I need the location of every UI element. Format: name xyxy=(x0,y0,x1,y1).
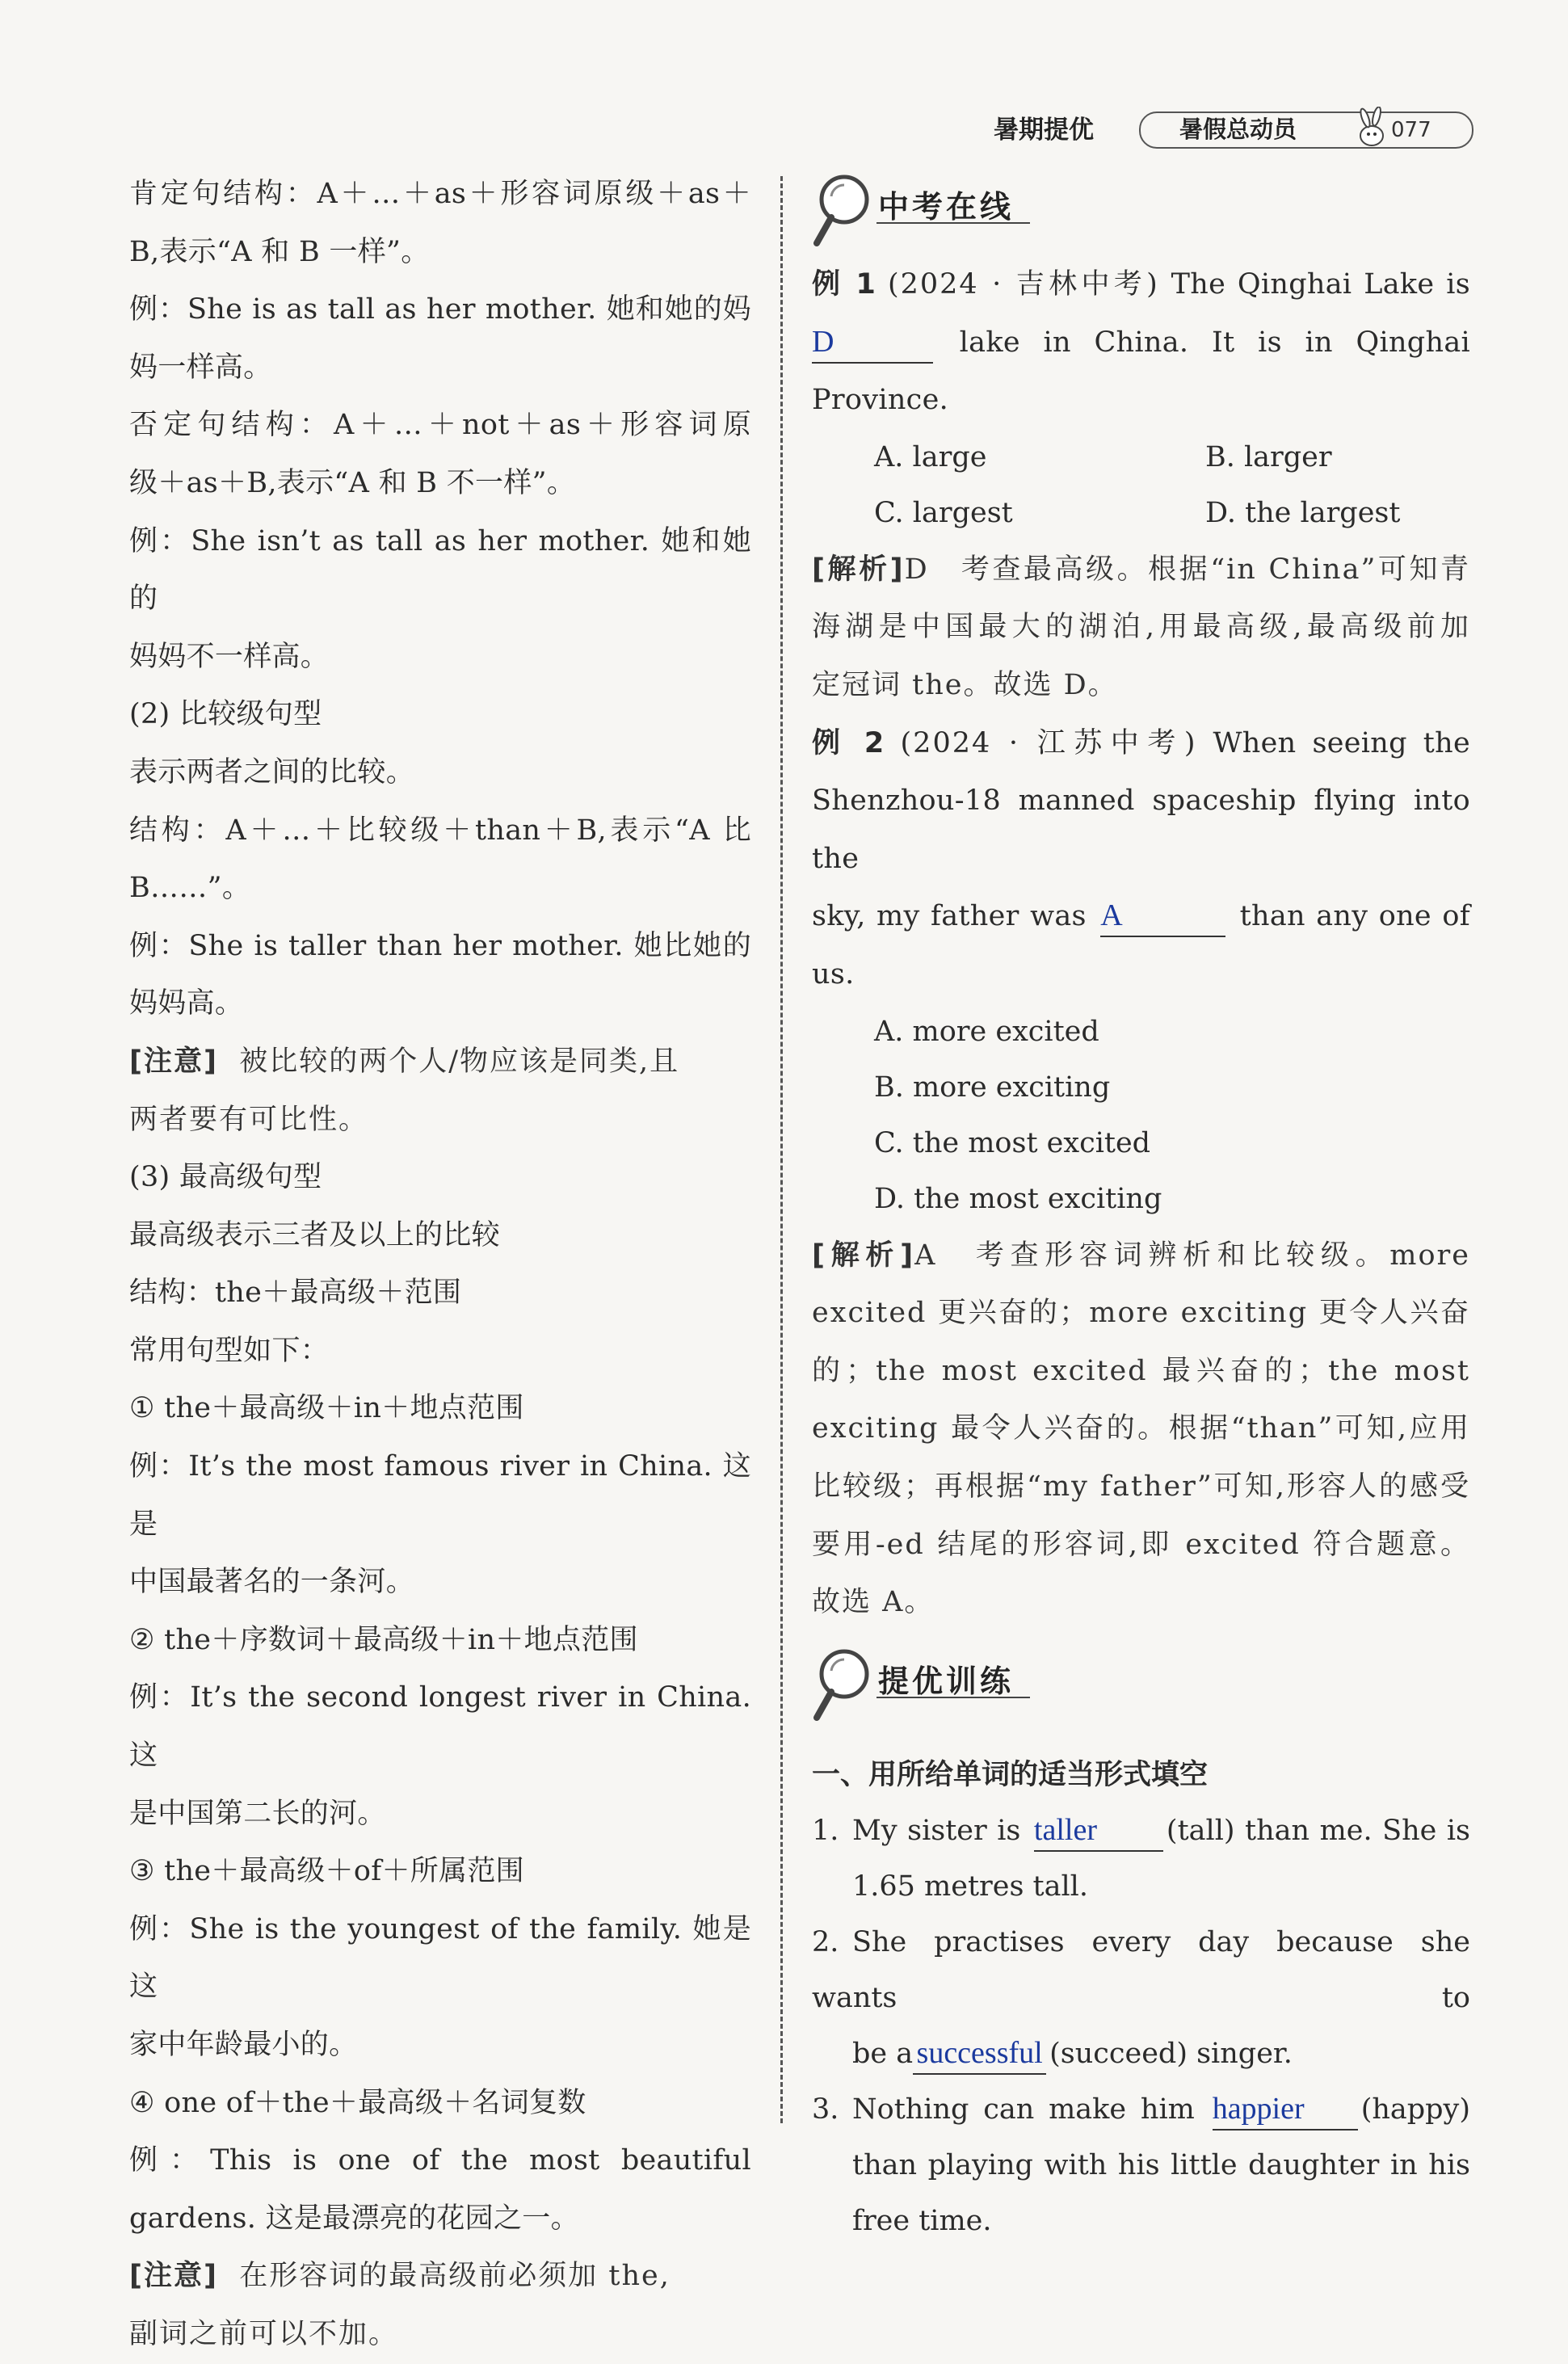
analysis-tag: [解析] xyxy=(812,553,905,586)
question-1 xyxy=(812,1803,1470,1859)
option: B. more exciting xyxy=(874,1071,1111,1104)
analysis-line: 比较级；再根据“my father”可知,形容人的感受 xyxy=(812,1470,1470,1503)
question-2 xyxy=(812,1915,1470,2026)
option: B. larger xyxy=(1205,440,1332,473)
text-line: ④ one of＋the＋最高级＋名词复数 xyxy=(129,2086,586,2119)
answer-blank: happier xyxy=(1213,2088,1358,2131)
section-title: 提优训练 xyxy=(878,1663,1015,1699)
example-text: than any one of xyxy=(1239,900,1470,933)
analysis-line: excited 更兴奋的；more exciting 更令人兴奋 xyxy=(812,1297,1470,1330)
magnifier-icon xyxy=(812,166,885,254)
analysis-tag: [解析] xyxy=(812,1239,915,1272)
text-line: 结构：A＋…＋比较级＋than＋B,表示“A 比 xyxy=(129,814,751,847)
question-text: My sister is xyxy=(852,1814,1021,1847)
example-text: sky, my father was xyxy=(812,900,1087,933)
section-underline xyxy=(876,1697,1030,1698)
note-tag: [注意] xyxy=(129,1045,218,1078)
magnifier-icon xyxy=(812,1640,885,1729)
answer-blank: taller xyxy=(1034,1810,1163,1852)
subheading: (2) 比较级句型 xyxy=(129,698,322,731)
note-line: 两者要有可比性。 xyxy=(129,1103,369,1136)
column-divider xyxy=(780,176,783,2123)
question-text: Nothing can make him xyxy=(852,2093,1195,2126)
question-text: She practises every day because she wants to xyxy=(812,1925,1470,2014)
text-line: 例：She is taller than her mother. 她比她的 xyxy=(129,929,751,962)
option: D. the most exciting xyxy=(874,1182,1162,1215)
question-2-cont xyxy=(812,2026,1470,2082)
text-line: 例：She is as tall as her mother. 她和她的妈 xyxy=(129,293,751,326)
example-text: When seeing the xyxy=(1213,726,1470,759)
example-2-line xyxy=(812,715,1470,773)
example-1-line xyxy=(812,314,1470,372)
options-list xyxy=(812,430,1470,541)
text-line: 否定句结构：A＋…＋not＋as＋形容词原 xyxy=(129,409,751,442)
option: A. more excited xyxy=(874,1015,1099,1048)
note-text: 被比较的两个人/物应该是同类,且 xyxy=(239,1045,680,1078)
text-line: B,表示“A 和 B 一样”。 xyxy=(129,235,430,268)
options-list xyxy=(812,1004,1470,1227)
right-column xyxy=(812,166,1470,2249)
analysis-line: 海湖是中国最大的湖泊,用最高级,最高级前加 xyxy=(812,611,1470,644)
question-text: 1.65 metres tall. xyxy=(852,1870,1088,1903)
question-text: than playing with his little daughter in his xyxy=(852,2148,1470,2181)
text-line: ③ the＋最高级＋of＋所属范围 xyxy=(129,1855,524,1888)
question-3 xyxy=(812,2082,1470,2138)
analysis-line xyxy=(812,541,1470,599)
text-line: ② the＋序数词＋最高级＋in＋地点范围 xyxy=(129,1623,638,1656)
section-header-exam xyxy=(812,166,1470,256)
answer-blank: successful xyxy=(913,2033,1046,2075)
text-line: 妈妈不一样高。 xyxy=(129,640,330,673)
rabbit-mascot-icon xyxy=(1347,107,1396,152)
text-line: 妈妈高。 xyxy=(129,987,244,1020)
answer-blank: A xyxy=(1100,895,1225,937)
part-title: 一、用所给单词的适当形式填空 xyxy=(812,1758,1209,1791)
note-text: 在形容词的最高级前必须加 the, xyxy=(239,2260,670,2293)
option: A. large xyxy=(874,440,987,473)
example-1-line xyxy=(812,256,1470,314)
note-line xyxy=(129,2248,751,2306)
text-line: ① the＋最高级＋in＋地点范围 xyxy=(129,1392,524,1425)
analysis-line: 要用-ed 结尾的形容词,即 excited 符合题意。 xyxy=(812,1528,1470,1561)
analysis-line: 的；the most excited 最兴奋的；the most xyxy=(812,1354,1470,1387)
text-line: 例：It’s the second longest river in China. 这 xyxy=(129,1681,751,1773)
text-line: 例：It’s the most famous river in China. 这是 xyxy=(129,1450,751,1541)
example-2-line xyxy=(812,888,1470,946)
question-text: (happy) xyxy=(1360,2093,1470,2126)
text-line: 最高级表示三者及以上的比较 xyxy=(129,1218,500,1251)
text-line: 妈一样高。 xyxy=(129,351,272,384)
answer-blank: D xyxy=(812,322,933,364)
analysis-line xyxy=(812,1227,1470,1285)
text-line: 级＋as＋B,表示“A 和 B 不一样”。 xyxy=(129,466,576,499)
analysis-text: A 考查形容词辨析和比较级。more xyxy=(914,1239,1471,1272)
section-underline xyxy=(876,222,1030,224)
question-text: (succeed) singer. xyxy=(1049,2037,1293,2070)
text-line: 是中国第二长的河。 xyxy=(129,1797,386,1830)
section-header-training xyxy=(812,1640,1470,1731)
analysis-line: 定冠词 the。故选 D。 xyxy=(812,668,1118,701)
header-subtitle: 暑假总动员 xyxy=(1179,116,1297,143)
text-line: 例：This is one of the most beautiful xyxy=(129,2144,751,2177)
note-tag: [注意] xyxy=(129,2260,218,2293)
page-header xyxy=(994,110,1470,150)
example-text: lake in China. It is in Qinghai xyxy=(959,326,1470,359)
header-brand: 暑期提优 xyxy=(994,116,1094,145)
question-number: 1. xyxy=(812,1814,839,1847)
subheading: (3) 最高级句型 xyxy=(129,1161,322,1194)
example-label: 例 2 xyxy=(812,726,885,759)
option: D. the largest xyxy=(1205,496,1401,529)
example-source: (2024 · 江苏中考) xyxy=(900,726,1197,759)
text-line: 结构：the＋最高级＋范围 xyxy=(129,1277,462,1310)
text-line: B……”。 xyxy=(129,872,251,905)
note-line xyxy=(129,1033,751,1092)
option: C. largest xyxy=(874,496,1013,529)
note-line: 副词之前可以不加。 xyxy=(129,2317,399,2350)
text-line: 例：She isn’t as tall as her mother. 她和她的 xyxy=(129,524,751,616)
example-text: Shenzhou-18 manned spaceship flying into the xyxy=(812,784,1470,875)
text-line: 例：She is the youngest of the family. 她是这 xyxy=(129,1912,751,2004)
question-number: 3. xyxy=(812,2093,839,2126)
text-line: 家中年龄最小的。 xyxy=(129,2029,358,2061)
text-line: 中国最著名的一条河。 xyxy=(129,1566,415,1599)
section-title: 中考在线 xyxy=(878,189,1015,225)
text-line: gardens. 这是最漂亮的花园之一。 xyxy=(129,2202,579,2235)
text-line: 肯定句结构：A＋…＋as＋形容词原级＋as＋ xyxy=(129,178,751,210)
question-text: be a xyxy=(852,2037,914,2070)
text-line: 常用句型如下： xyxy=(129,1334,330,1367)
text-line: 表示两者之间的比较。 xyxy=(129,755,415,789)
analysis-text: D 考查最高级。根据“in China”可知青 xyxy=(904,553,1470,586)
example-text: us. xyxy=(812,957,855,991)
example-text: Province. xyxy=(812,384,949,417)
question-text: free time. xyxy=(852,2204,992,2237)
example-text: The Qinghai Lake is xyxy=(1171,268,1470,301)
analysis-line: exciting 最令人兴奋的。根据“than”可知,应用 xyxy=(812,1412,1470,1445)
analysis-line: 故选 A。 xyxy=(812,1586,935,1619)
left-column xyxy=(129,166,751,2364)
page-number: 077 xyxy=(1391,118,1431,142)
option: C. the most excited xyxy=(874,1126,1151,1159)
example-label: 例 1 xyxy=(812,268,876,301)
question-text: (tall) than me. She is xyxy=(1166,1814,1470,1847)
question-number: 2. xyxy=(812,1925,839,1958)
example-source: (2024 · 吉林中考) xyxy=(887,268,1159,301)
